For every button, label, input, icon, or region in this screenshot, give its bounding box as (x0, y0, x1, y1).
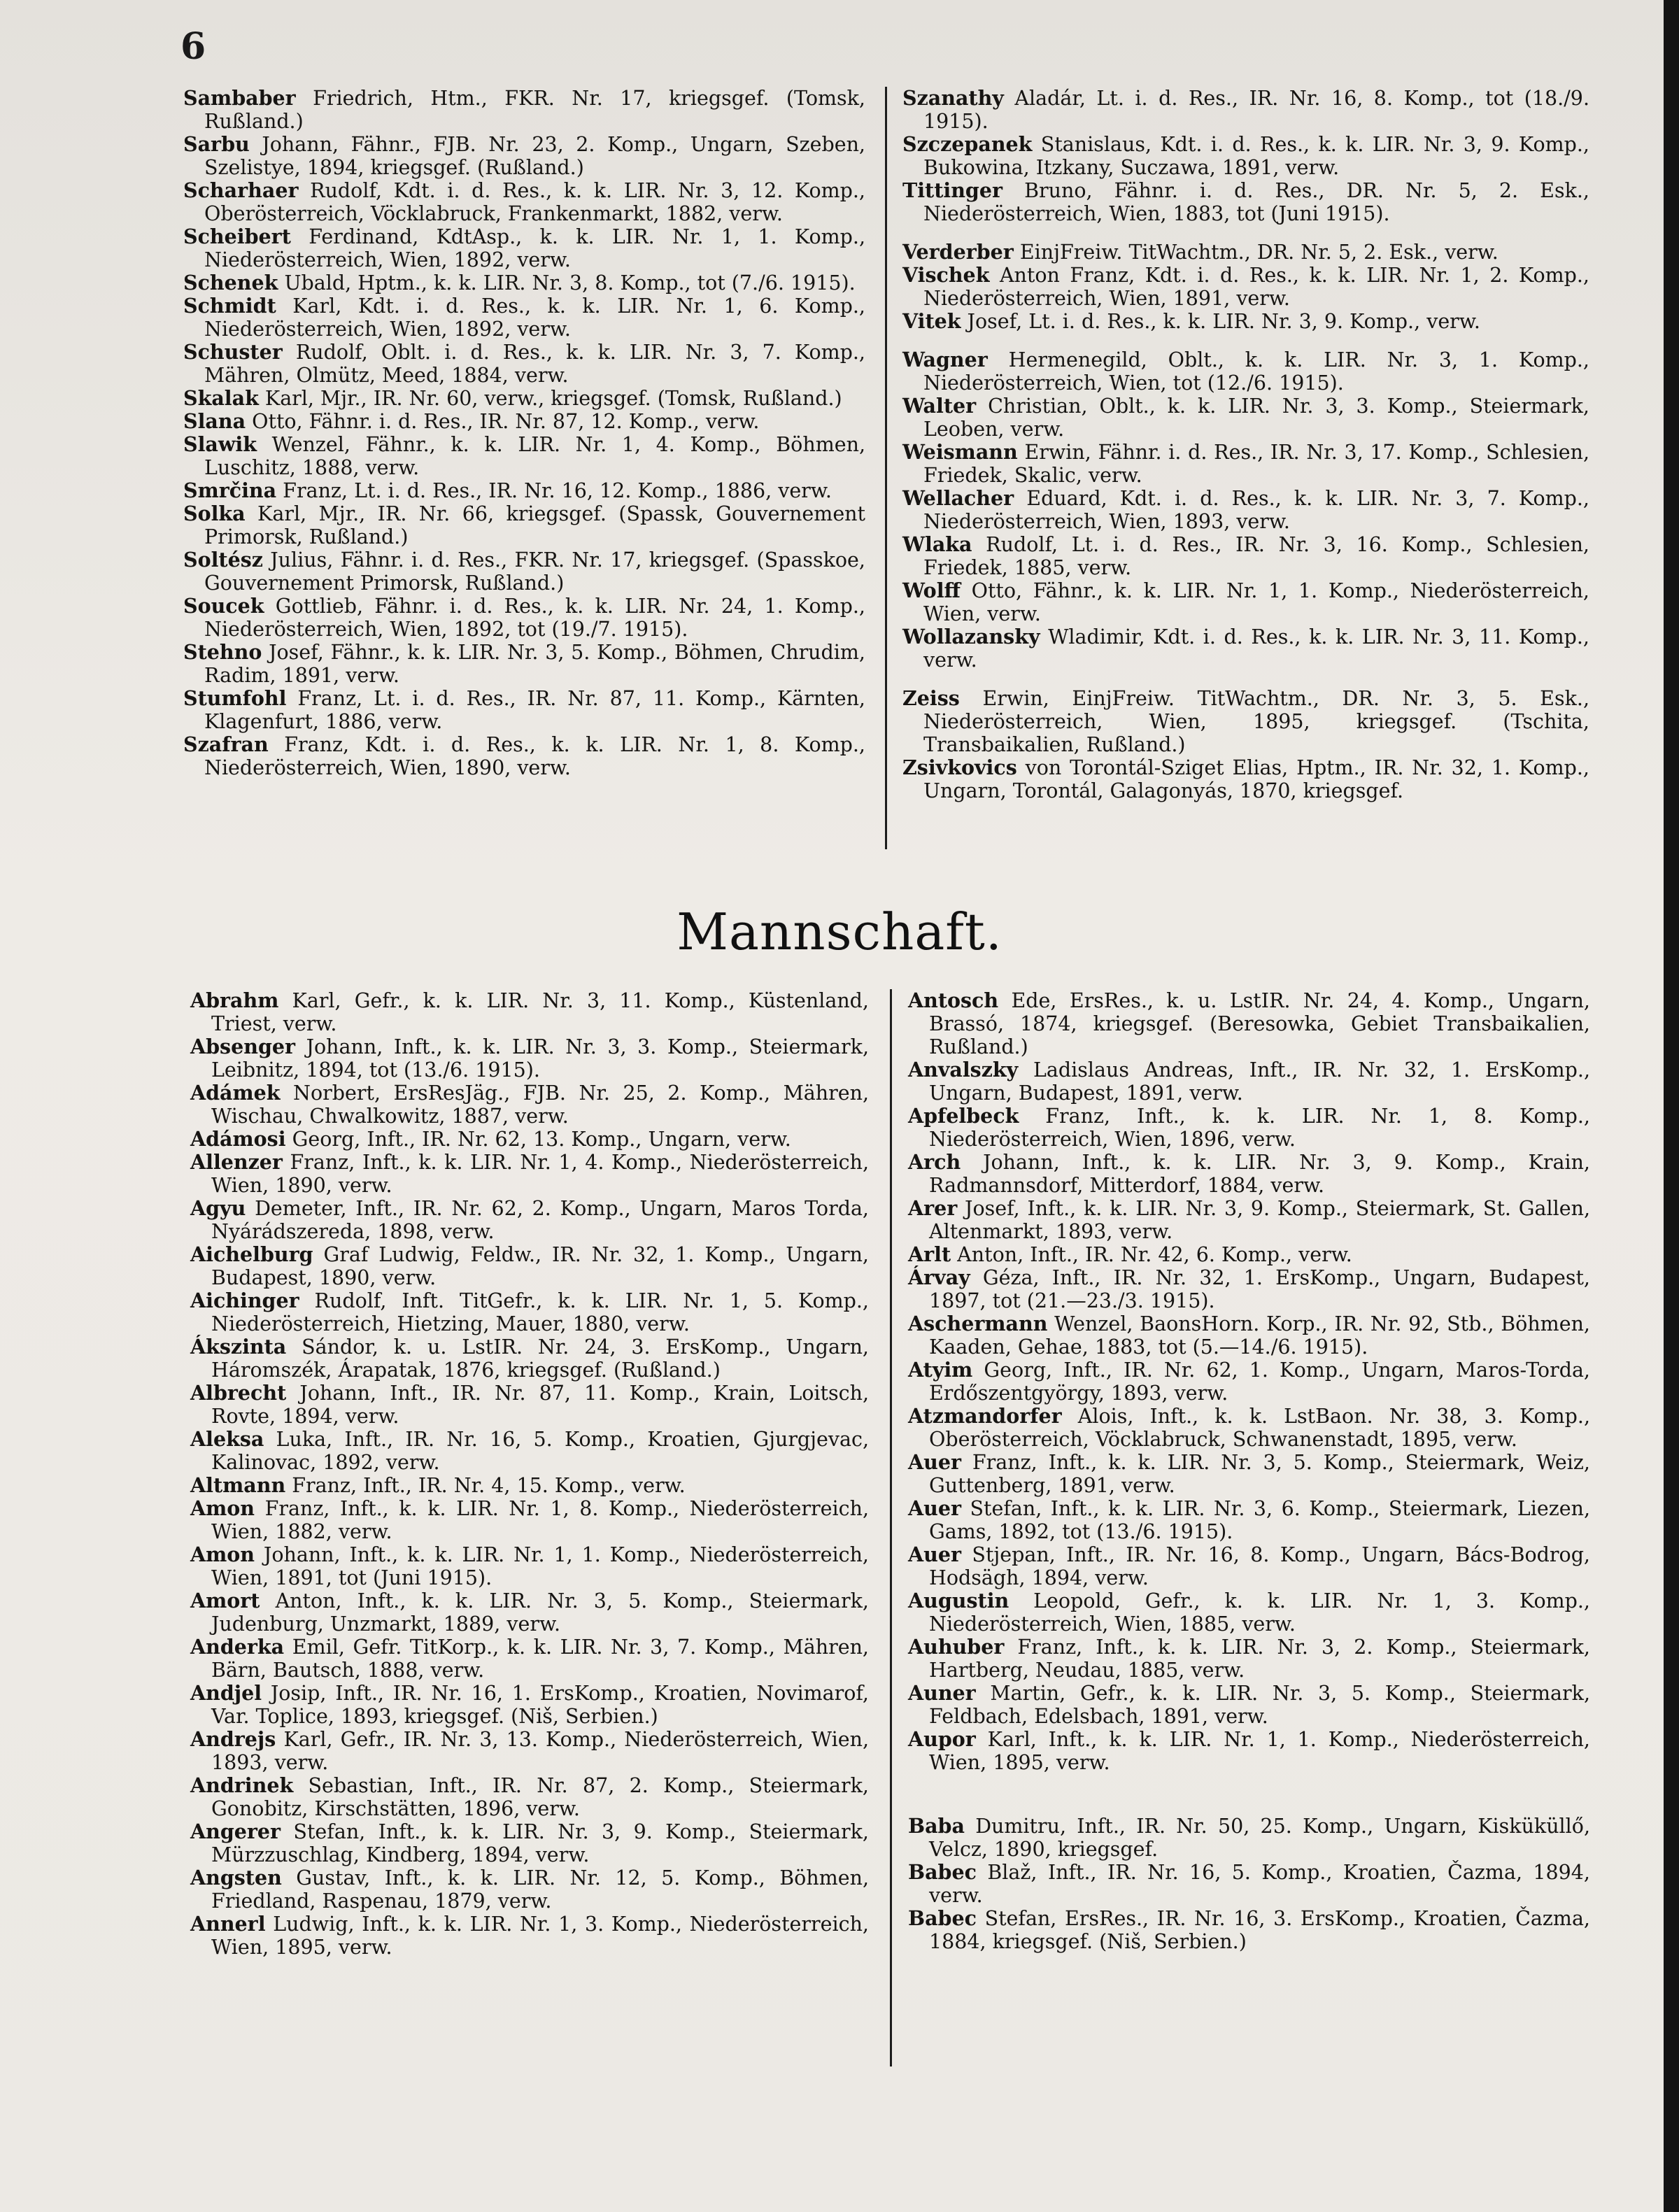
roster-entry (902, 533, 1589, 579)
entry-details: Aladár, Lt. i. d. Res., IR. Nr. 16, 8. Komp., tot (18./9. 1915). (923, 87, 1589, 133)
entry-surname: Atyim (908, 1358, 973, 1382)
entry-surname: Szafran (183, 732, 269, 756)
roster-entry (902, 625, 1589, 672)
entry-surname: Solka (183, 502, 246, 525)
roster-entry (908, 1243, 1590, 1266)
entry-surname: Amort (190, 1589, 260, 1612)
entry-surname: Szczepanek (902, 132, 1033, 156)
entry-surname: Arer (908, 1196, 958, 1220)
roster-entry (190, 1128, 869, 1151)
entry-details: Ferdinand, KdtAsp., k. k. LIR. Nr. 1, 1. Komp., Niederösterreich, Wien, 1892, verw. (204, 225, 865, 271)
roster-entry (908, 1728, 1590, 1774)
entry-details: Ludwig, Inft., k. k. LIR. Nr. 1, 3. Komp., Niederösterreich, Wien, 1895, verw. (211, 1913, 869, 1959)
entry-surname: Skalak (183, 386, 259, 410)
roster-entry (908, 1405, 1590, 1451)
roster-entry (902, 133, 1589, 179)
entry-surname: Allenzer (190, 1150, 283, 1174)
entry-details: Eduard, Kdt. i. d. Res., k. k. LIR. Nr. 3, 7. Komp., Niederösterreich, Wien, 1893, verw. (923, 487, 1589, 533)
entry-details: Martin, Gefr., k. k. LIR. Nr. 3, 5. Komp., Steiermark, Feldbach, Edelsbach, 1891, verw. (929, 1682, 1590, 1728)
entry-surname: Wollazansky (902, 625, 1040, 648)
roster-entry (190, 1589, 869, 1636)
entry-surname: Apfelbeck (908, 1104, 1019, 1128)
entry-details: Demeter, Inft., IR. Nr. 62, 2. Komp., Ungarn, Maros Torda, Nyárádszereda, 1898, verw. (211, 1197, 869, 1243)
roster-entry (908, 1497, 1590, 1543)
entry-surname: Annerl (190, 1912, 266, 1936)
roster-entry (908, 1589, 1590, 1636)
roster-entry (190, 989, 869, 1035)
entry-details: Otto, Fähnr., k. k. LIR. Nr. 1, 1. Komp., Niederösterreich, Wien, verw. (923, 579, 1589, 625)
entry-details: Christian, Oblt., k. k. LIR. Nr. 3, 3. Komp., Steiermark, Leoben, verw. (923, 395, 1589, 441)
roster-entry (183, 341, 865, 387)
entry-details: Norbert, ErsResJäg., FJB. Nr. 25, 2. Komp., Mähren, Wischau, Chwalkowitz, 1887, verw. (211, 1082, 869, 1128)
roster-entry (908, 1151, 1590, 1197)
entry-surname: Slawik (183, 432, 257, 456)
entry-surname: Soucek (183, 594, 264, 618)
roster-entry (190, 1543, 869, 1589)
roster-entry (183, 548, 865, 595)
entry-details: Franz, Inft., k. k. LIR. Nr. 3, 5. Komp., Steiermark, Weiz, Guttenberg, 1891, verw. (929, 1451, 1590, 1497)
entry-details: Stefan, Inft., k. k. LIR. Nr. 3, 6. Komp., Steiermark, Liezen, Gams, 1892, tot (13./6. 1915). (929, 1497, 1590, 1543)
entry-surname: Vitek (902, 309, 961, 333)
roster-entry (190, 1636, 869, 1682)
entry-surname: Amon (190, 1543, 255, 1566)
roster-entry (190, 1428, 869, 1474)
roster-entry (190, 1913, 869, 1959)
roster-entry (908, 1105, 1590, 1151)
roster-entry (183, 295, 865, 341)
entry-surname: Absenger (190, 1035, 296, 1058)
entry-surname: Stehno (183, 640, 262, 664)
entry-surname: Andrinek (190, 1773, 294, 1797)
roster-entry (183, 502, 865, 548)
entry-details: Ladislaus Andreas, Inft., IR. Nr. 32, 1. ErsKomp., Ungarn, Budapest, 1891, verw. (929, 1058, 1590, 1105)
roster-entry (183, 641, 865, 687)
roster-entry (190, 1728, 869, 1774)
entry-surname: Auhuber (908, 1635, 1005, 1659)
entry-surname: Scharhaer (183, 178, 299, 202)
entry-details: Stjepan, Inft., IR. Nr. 16, 8. Komp., Ungarn, Bács-Bodrog, Hodsägh, 1894, verw. (929, 1543, 1590, 1589)
entry-surname: Aschermann (908, 1312, 1048, 1335)
roster-entry (183, 271, 865, 295)
roster-entry (908, 1312, 1590, 1359)
entry-surname: Aupor (908, 1727, 976, 1751)
entry-details: Graf Ludwig, Feldw., IR. Nr. 32, 1. Komp., Ungarn, Budapest, 1890, verw. (211, 1243, 869, 1289)
entry-surname: Soltész (183, 548, 263, 572)
entry-details: Johann, Inft., k. k. LIR. Nr. 1, 1. Komp., Niederösterreich, Wien, 1891, tot (Juni 1915). (211, 1543, 869, 1589)
roster-entry (183, 595, 865, 641)
entry-surname: Aleksa (190, 1427, 264, 1451)
entry-details: Johann, Inft., IR. Nr. 87, 11. Komp., Krain, Loitsch, Rovte, 1894, verw. (211, 1382, 869, 1428)
entry-surname: Tittinger (902, 178, 1003, 202)
entry-details: Rudolf, Oblt. i. d. Res., k. k. LIR. Nr. 3, 7. Komp., Mähren, Olmütz, Meed, 1884, verw. (204, 341, 865, 387)
entry-surname: Schmidt (183, 294, 276, 318)
enlisted-column-left (190, 989, 869, 1959)
entry-details: Josip, Inft., IR. Nr. 16, 1. ErsKomp., Kroatien, Novimarof, Var. Toplice, 1893, kriegsgef. (Niš, Serbien.) (211, 1682, 869, 1728)
entry-details: Franz, Lt. i. d. Res., IR. Nr. 16, 12. Komp., 1886, verw. (276, 479, 832, 502)
entry-details: Georg, Inft., IR. Nr. 62, 1. Komp., Ungarn, Maros-Torda, Erdőszentgyörgy, 1893, verw. (929, 1359, 1590, 1405)
entry-details: Josef, Fähnr., k. k. LIR. Nr. 3, 5. Komp., Böhmen, Chrudim, Radim, 1891, verw. (204, 641, 865, 687)
enlisted-column-right (908, 989, 1590, 1953)
entry-details: EinjFreiw. TitWachtm., DR. Nr. 5, 2. Esk., verw. (1013, 241, 1499, 264)
entry-details: Otto, Fähnr. i. d. Res., IR. Nr. 87, 12. Komp., verw. (246, 410, 760, 433)
entry-details: Dumitru, Inft., IR. Nr. 50, 25. Komp., Ungarn, Kisküküllő, Velcz, 1890, kriegsgef. (929, 1815, 1590, 1861)
entry-surname: Wolff (902, 579, 961, 602)
roster-entry (902, 395, 1589, 441)
roster-entry (183, 133, 865, 179)
roster-entry (190, 1151, 869, 1197)
roster-entry (908, 1815, 1590, 1861)
column-divider-bottom (890, 989, 892, 2066)
entry-surname: Babec (908, 1860, 977, 1884)
entry-details: Wenzel, Fähnr., k. k. LIR. Nr. 1, 4. Komp., Böhmen, Luschitz, 1888, verw. (204, 433, 865, 479)
scan-edge (1664, 0, 1679, 2212)
roster-entry (908, 1861, 1590, 1907)
roster-entry (902, 487, 1589, 533)
roster-entry (902, 179, 1589, 225)
roster-entry (908, 1058, 1590, 1105)
roster-entry (190, 1289, 869, 1335)
entry-details: Josef, Lt. i. d. Res., k. k. LIR. Nr. 3, 9. Komp., verw. (961, 310, 1480, 333)
entry-details: Gottlieb, Fähnr. i. d. Res., k. k. LIR. Nr. 24, 1. Komp., Niederösterreich, Wien, 1892, tot (19./7. 1915). (204, 595, 865, 641)
entry-surname: Auer (908, 1450, 961, 1474)
roster-entry (190, 1474, 869, 1497)
entry-details: Karl, Inft., k. k. LIR. Nr. 1, 1. Komp., Niederösterreich, Wien, 1895, verw. (929, 1728, 1590, 1774)
entry-details: Friedrich, Htm., FKR. Nr. 17, kriegsgef. (Tomsk, Rußland.) (204, 87, 865, 133)
entry-details: Gustav, Inft., k. k. LIR. Nr. 12, 5. Komp., Böhmen, Friedland, Raspenau, 1879, verw. (211, 1866, 869, 1913)
roster-entry (902, 441, 1589, 487)
entry-details: Anton Franz, Kdt. i. d. Res., k. k. LIR. Nr. 1, 2. Komp., Niederösterreich, Wien, 1891, verw. (923, 264, 1589, 310)
entry-details: Erwin, Fähnr. i. d. Res., IR. Nr. 3, 17. Komp., Schlesien, Friedek, Skalic, verw. (923, 441, 1589, 487)
officers-column-left (183, 87, 865, 779)
roster-entry (190, 1497, 869, 1543)
entry-details: Karl, Gefr., IR. Nr. 3, 13. Komp., Niederösterreich, Wien, 1893, verw. (211, 1728, 869, 1774)
roster-entry (190, 1866, 869, 1913)
entry-surname: Smrčina (183, 478, 277, 502)
roster-entry (908, 1682, 1590, 1728)
entry-surname: Auer (908, 1496, 961, 1520)
entry-details: Blaž, Inft., IR. Nr. 16, 5. Komp., Kroatien, Čazma, 1894, verw. (929, 1861, 1590, 1907)
section-title: Mannschaft. (676, 902, 1003, 961)
entry-surname: Slana (183, 409, 246, 433)
entry-details: Stefan, Inft., k. k. LIR. Nr. 3, 9. Komp., Steiermark, Mürzzuschlag, Kindberg, 1894, verw. (211, 1820, 869, 1866)
entry-details: Wenzel, BaonsHorn. Korp., IR. Nr. 92, Stb., Böhmen, Kaaden, Gehae, 1883, tot (5.—14./6. 1915). (929, 1312, 1590, 1359)
entry-surname: Zsivkovics (902, 756, 1017, 779)
roster-entry (183, 479, 865, 502)
page-number: 6 (180, 25, 206, 68)
roster-entry (902, 310, 1589, 333)
entry-details: Franz, Inft., IR. Nr. 4, 15. Komp., verw. (285, 1474, 686, 1497)
roster-entry (908, 1636, 1590, 1682)
entry-details: Georg, Inft., IR. Nr. 62, 13. Komp., Ungarn, verw. (285, 1128, 791, 1151)
entry-surname: Antosch (908, 988, 999, 1012)
officers-column-right (902, 87, 1589, 802)
roster-entry (183, 733, 865, 779)
roster-entry (902, 264, 1589, 310)
entry-details: Alois, Inft., k. k. LstBaon. Nr. 38, 3. Komp., Oberösterreich, Vöcklabruck, Schwanenstadt, 1895, verw. (929, 1405, 1590, 1451)
roster-entry (183, 225, 865, 271)
entry-surname: Augustin (908, 1589, 1009, 1612)
roster-entry (908, 1543, 1590, 1589)
entry-surname: Auer (908, 1543, 961, 1566)
entry-surname: Andjel (190, 1681, 262, 1705)
entry-details: Bruno, Fähnr. i. d. Res., DR. Nr. 5, 2. Esk., Niederösterreich, Wien, 1883, tot (Juni 1915). (923, 179, 1589, 225)
roster-entry (902, 687, 1589, 756)
entry-details: Ede, ErsRes., k. u. LstIR. Nr. 24, 4. Komp., Ungarn, Brassó, 1874, kriegsgef. (Beresowka, Gebiet Transbaikalien, Rußland.) (929, 989, 1590, 1058)
entry-details: Emil, Gefr. TitKorp., k. k. LIR. Nr. 3, 7. Komp., Mähren, Bärn, Bautsch, 1888, verw. (211, 1636, 869, 1682)
roster-entry (902, 241, 1589, 264)
entry-surname: Angerer (190, 1820, 281, 1843)
roster-entry (902, 579, 1589, 625)
entry-surname: Szanathy (902, 86, 1004, 110)
entry-surname: Aichinger (190, 1289, 299, 1312)
entry-surname: Walter (902, 394, 977, 418)
roster-entry (190, 1243, 869, 1289)
roster-entry (902, 87, 1589, 133)
entry-surname: Schuster (183, 340, 283, 364)
entry-details: Franz, Inft., k. k. LIR. Nr. 1, 4. Komp., Niederösterreich, Wien, 1890, verw. (211, 1151, 869, 1197)
roster-entry (908, 1451, 1590, 1497)
entry-details: Stanislaus, Kdt. i. d. Res., k. k. LIR. Nr. 3, 9. Komp., Bukowina, Itzkany, Suczawa, 1891, verw. (923, 133, 1589, 179)
entry-surname: Wellacher (902, 486, 1014, 510)
entry-details: Hermenegild, Oblt., k. k. LIR. Nr. 3, 1. Komp., Niederösterreich, Wien, tot (12./6. 1915). (923, 348, 1589, 395)
entry-surname: Arch (908, 1150, 961, 1174)
roster-entry (183, 410, 865, 433)
roster-entry (908, 989, 1590, 1058)
entry-details: Leopold, Gefr., k. k. LIR. Nr. 1, 3. Komp., Niederösterreich, Wien, 1885, verw. (929, 1589, 1590, 1636)
roster-entry (908, 1197, 1590, 1243)
entry-surname: Auner (908, 1681, 976, 1705)
roster-entry (183, 87, 865, 133)
entry-surname: Aichelburg (190, 1242, 313, 1266)
entry-surname: Baba (908, 1814, 965, 1838)
entry-surname: Schenek (183, 271, 278, 295)
entry-surname: Atzmandorfer (908, 1404, 1062, 1428)
entry-surname: Andrejs (190, 1727, 276, 1751)
entry-surname: Adámosi (190, 1127, 286, 1151)
entry-surname: Vischek (902, 263, 990, 287)
roster-entry (190, 1082, 869, 1128)
entry-details: Franz, Lt. i. d. Res., IR. Nr. 87, 11. Komp., Kärnten, Klagenfurt, 1886, verw. (204, 687, 865, 733)
entry-surname: Abrahm (190, 988, 279, 1012)
entry-surname: Sarbu (183, 132, 250, 156)
roster-entry (902, 756, 1589, 802)
entry-details: Luka, Inft., IR. Nr. 16, 5. Komp., Kroatien, Gjurgjevac, Kalinovac, 1892, verw. (211, 1428, 869, 1474)
entry-details: von Torontál-Sziget Elias, Hptm., IR. Nr. 32, 1. Komp., Ungarn, Torontál, Galagonyás, 1870, kriegsgef. (923, 756, 1589, 802)
entry-details: Ubald, Hptm., k. k. LIR. Nr. 3, 8. Komp., tot (7./6. 1915). (278, 271, 856, 295)
entry-details: Rudolf, Inft. TitGefr., k. k. LIR. Nr. 1, 5. Komp., Niederösterreich, Hietzing, Mauer, 1880, verw. (211, 1289, 869, 1335)
entry-details: Karl, Mjr., IR. Nr. 66, kriegsgef. (Spassk, Gouvernement Primorsk, Rußland.) (204, 502, 865, 548)
entry-details: Wladimir, Kdt. i. d. Res., k. k. LIR. Nr. 3, 11. Komp., verw. (923, 625, 1589, 672)
entry-details: Stefan, ErsRes., IR. Nr. 16, 3. ErsKomp., Kroatien, Čazma, 1884, kriegsgef. (Niš, Serbien.) (929, 1907, 1590, 1953)
entry-details: Johann, Fähnr., FJB. Nr. 23, 2. Komp., Ungarn, Szeben, Szelistye, 1894, kriegsgef. (Rußland.) (204, 133, 865, 179)
entry-surname: Wagner (902, 348, 988, 371)
roster-entry (183, 179, 865, 225)
roster-entry (183, 387, 865, 410)
entry-details: Karl, Kdt. i. d. Res., k. k. LIR. Nr. 1, 6. Komp., Niederösterreich, Wien, 1892, verw. (204, 295, 865, 341)
entry-details: Rudolf, Lt. i. d. Res., IR. Nr. 3, 16. Komp., Schlesien, Friedek, 1885, verw. (923, 533, 1589, 579)
entry-surname: Anvalszky (908, 1058, 1019, 1082)
roster-entry (908, 1266, 1590, 1312)
entry-details: Josef, Inft., k. k. LIR. Nr. 3, 9. Komp., Steiermark, St. Gallen, Altenmarkt, 1893, verw. (929, 1197, 1590, 1243)
entry-details: Franz, Inft., k. k. LIR. Nr. 1, 8. Komp., Niederösterreich, Wien, 1896, verw. (929, 1105, 1590, 1151)
entry-surname: Albrecht (190, 1381, 287, 1405)
entry-surname: Angsten (190, 1866, 282, 1890)
roster-entry (183, 687, 865, 733)
entry-surname: Verderber (902, 240, 1014, 264)
entry-details: Sándor, k. u. LstIR. Nr. 24, 3. ErsKomp., Ungarn, Háromszék, Árapatak, 1876, kriegsgef. (Rußland.) (211, 1335, 869, 1382)
entry-surname: Adámek (190, 1081, 281, 1105)
entry-surname: Arlt (908, 1242, 951, 1266)
roster-entry (908, 1359, 1590, 1405)
entry-details: Karl, Gefr., k. k. LIR. Nr. 3, 11. Komp., Küstenland, Triest, verw. (211, 989, 869, 1035)
entry-surname: Weismann (902, 440, 1018, 464)
entry-details: Franz, Kdt. i. d. Res., k. k. LIR. Nr. 1, 8. Komp., Niederösterreich, Wien, 1890, verw. (204, 733, 865, 779)
entry-surname: Agyu (190, 1196, 246, 1220)
entry-surname: Árvay (908, 1265, 970, 1289)
entry-details: Anton, Inft., k. k. LIR. Nr. 3, 5. Komp., Steiermark, Judenburg, Unzmarkt, 1889, verw. (211, 1589, 869, 1636)
column-divider-top (885, 87, 887, 849)
entry-details: Johann, Inft., k. k. LIR. Nr. 3, 3. Komp., Steiermark, Leibnitz, 1894, tot (13./6. 1915). (211, 1035, 869, 1082)
entry-surname: Sambaber (183, 86, 296, 110)
entry-details: Anton, Inft., IR. Nr. 42, 6. Komp., verw. (951, 1243, 1352, 1266)
entry-details: Julius, Fähnr. i. d. Res., FKR. Nr. 17, kriegsgef. (Spasskoe, Gouvernement Primorsk, Rußland.) (204, 548, 865, 595)
entry-details: Erwin, EinjFreiw. TitWachtm., DR. Nr. 3, 5. Esk., Niederösterreich, Wien, 1895, kriegsgef. (Tschita, Transbaikalien, Rußland.) (923, 687, 1589, 756)
roster-entry (190, 1820, 869, 1866)
roster-entry (902, 348, 1589, 395)
entry-details: Sebastian, Inft., IR. Nr. 87, 2. Komp., Steiermark, Gonobitz, Kirschstätten, 1896, verw. (211, 1774, 869, 1820)
entry-details: Karl, Mjr., IR. Nr. 60, verw., kriegsgef. (Tomsk, Rußland.) (258, 387, 842, 410)
entry-details: Franz, Inft., k. k. LIR. Nr. 3, 2. Komp., Steiermark, Hartberg, Neudau, 1885, verw. (929, 1636, 1590, 1682)
entry-surname: Altmann (190, 1473, 286, 1497)
entry-surname: Ákszinta (190, 1335, 287, 1359)
entry-details: Johann, Inft., k. k. LIR. Nr. 3, 9. Komp., Krain, Radmannsdorf, Mitterdorf, 1884, verw. (929, 1151, 1590, 1197)
roster-entry (908, 1907, 1590, 1953)
entry-details: Rudolf, Kdt. i. d. Res., k. k. LIR. Nr. 3, 12. Komp., Oberösterreich, Vöcklabruck, Frankenmarkt, 1882, verw. (204, 179, 865, 225)
entry-details: Géza, Inft., IR. Nr. 32, 1. ErsKomp., Ungarn, Budapest, 1897, tot (21.—23./3. 1915). (929, 1266, 1590, 1312)
entry-surname: Babec (908, 1906, 977, 1930)
roster-entry (190, 1382, 869, 1428)
entry-surname: Amon (190, 1496, 255, 1520)
entry-surname: Scheibert (183, 225, 291, 248)
entry-surname: Zeiss (902, 686, 960, 710)
entry-surname: Stumfohl (183, 686, 287, 710)
roster-entry (190, 1335, 869, 1382)
entry-surname: Anderka (190, 1635, 285, 1659)
roster-entry (190, 1682, 869, 1728)
entry-details: Franz, Inft., k. k. LIR. Nr. 1, 8. Komp., Niederösterreich, Wien, 1882, verw. (211, 1497, 869, 1543)
roster-entry (183, 433, 865, 479)
entry-surname: Wlaka (902, 532, 972, 556)
roster-entry (190, 1774, 869, 1820)
roster-entry (190, 1035, 869, 1082)
roster-entry (190, 1197, 869, 1243)
